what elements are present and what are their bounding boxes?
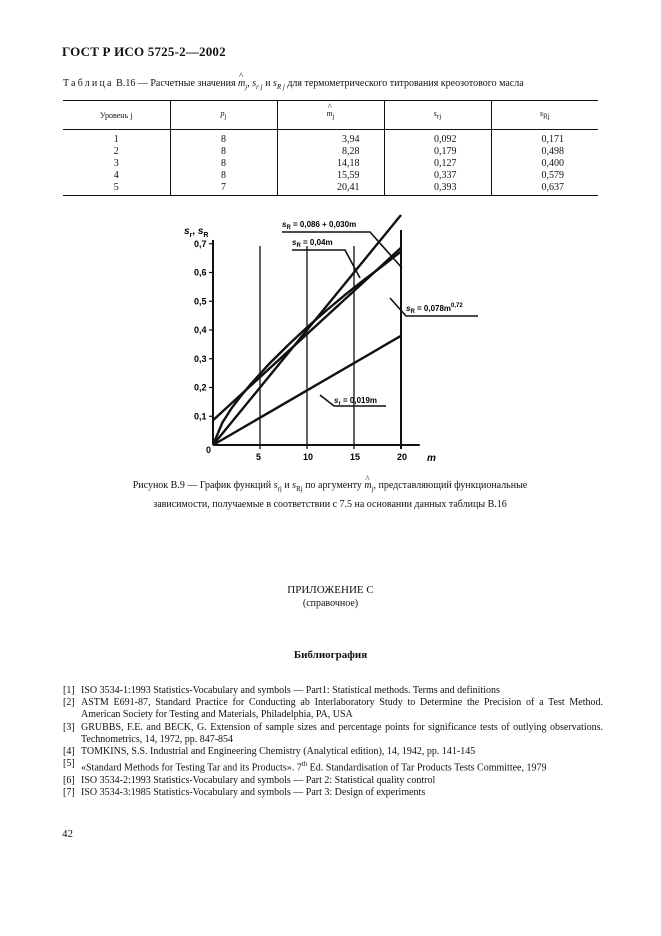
cell: 8: [170, 158, 277, 170]
chart-xlabel: m: [427, 453, 436, 464]
x-tick-label: 10: [303, 452, 314, 462]
cell: 0,179: [384, 146, 491, 158]
bibliography-list: [63, 685, 603, 799]
table-header-row: [63, 101, 598, 130]
y-tick-label: 0,2: [194, 382, 207, 393]
data-table: [63, 100, 598, 196]
cell: 8: [170, 130, 277, 147]
table-caption: Таблица В.16 — Расчетные значения ^ $m_j$, $s_{r j}$ и $s_{R j}$ для термометрического титрования креозотового масла: [63, 78, 524, 91]
header-p: $p_j$: [170, 101, 277, 130]
cell: 8,28: [277, 146, 384, 158]
cell: 7: [170, 182, 277, 196]
cell: 0,400: [491, 158, 598, 170]
figure-caption-line2: зависимости, получаемые в соответствии с 7.5 на основании данных таблицы В.16: [153, 499, 507, 510]
bibliography-item: [2] ASTM E691-87, Standard Practice for Conducting ab Interlaboratory Study to Determine the Precision of a Test Method. American Society for Testing and Materials, Philadelphia, PA, USA: [63, 697, 603, 721]
page-number: 42: [62, 828, 73, 840]
cell: 15,59: [277, 170, 384, 182]
cell: 3: [113, 158, 119, 169]
cell: 0,127: [384, 158, 491, 170]
bibliography-item: [7] ISO 3534-3:1985 Statistics-Vocabulary and symbols — Part 3: Design of experiments: [63, 786, 426, 798]
annex-subtitle: (справочное): [302, 598, 359, 609]
y-tick-label: 0,3: [194, 353, 207, 364]
x-tick-label: 5: [256, 452, 262, 462]
annotation-sr: $s_r = 0,019m$: [334, 396, 378, 407]
document-header: ГОСТ Р ИСО 5725-2—2002: [62, 44, 226, 59]
bibliography-item: [5] «Standard Methods for Testing Tar and its Products». 7th Ed. Standardisation of Tar Products Tests Committee, 1979: [63, 758, 547, 774]
chart-origin-label: 0: [206, 445, 212, 455]
header-sr: $s_{rj}$: [384, 101, 491, 130]
header-sR: $s_{Rj}$: [491, 101, 598, 130]
cell: 0,337: [384, 170, 491, 182]
caption-sR-symbol: $s_{R j}$: [272, 78, 285, 91]
figure-chart: [0, 210, 661, 472]
table-row: [63, 170, 598, 182]
y-tick-label: 0,5: [194, 296, 207, 307]
y-tick-label: 0,1: [194, 411, 207, 422]
cell: 4: [113, 170, 119, 181]
cell: 3,94: [277, 130, 384, 147]
bibliography-item: [3] GRUBBS, F.E. and BECK, G. Extension of sample sizes and percentage points for significance tests of outlying observations. Technometrics, 14, 1972, pp. 847-854: [63, 721, 603, 745]
table-caption-number: В.16 — Расчетные значения: [116, 78, 236, 89]
cell: 1: [113, 134, 119, 145]
figure-caption: [100, 478, 560, 513]
cell: 0,092: [384, 130, 491, 147]
caption-sr-symbol: $s_{r j}$: [252, 78, 263, 91]
caption-m-symbol: ^ $m_j$: [238, 78, 247, 91]
cell: 0,579: [491, 170, 598, 182]
chart-ylabel: $s_r$, $s_R$: [184, 226, 209, 239]
y-tick-label: 0,6: [194, 267, 207, 278]
table-row: [63, 182, 598, 196]
x-tick-label: 20: [397, 452, 408, 462]
cell: 8: [170, 146, 277, 158]
cell: 5: [63, 182, 170, 196]
annotation-sR-linear: $s_R = 0,086 + 0,030m$: [282, 220, 357, 231]
bibliography-item: [1] ISO 3534-1:1993 Statistics-Vocabulary and symbols — Part1: Statistical methods. Terms and definitions: [63, 685, 500, 696]
y-tick-label: 0,7: [194, 238, 207, 249]
table-row: [63, 146, 598, 158]
cell: 0,171: [491, 130, 598, 147]
bibliography-item: [6] ISO 3534-2:1993 Statistics-Vocabulary and symbols — Part 2: Statistical quality control: [63, 774, 436, 786]
cell: 20,41: [277, 182, 384, 196]
x-tick-label: 15: [350, 452, 361, 462]
header-level: Уровень j: [63, 101, 170, 130]
figure-caption-line1: Рисунок В.9 — График функций $s_{rj}$ и $s_{Rj}$ по аргументу ^ $m_j$, представляющий функциональные: [100, 478, 560, 497]
table-caption-prefix: Таблица: [63, 78, 114, 89]
table-caption-tail: для термометрического титрования креозотового масла: [287, 78, 524, 89]
cell: 14,18: [277, 158, 384, 170]
table-row: [63, 158, 598, 170]
bibliography-title: Библиография: [293, 649, 368, 661]
header-m: ^ $m_j$: [277, 101, 384, 130]
cell: 2: [113, 146, 119, 157]
bibliography-item: [4] TOMKINS, S.S. Industrial and Engineering Chemistry (Analytical edition), 14, 1942, pp. 141-145: [63, 746, 476, 758]
annex-title: ПРИЛОЖЕНИЕ С: [287, 584, 374, 596]
cell: 8: [170, 170, 277, 182]
cell: 0,393: [384, 182, 491, 196]
y-tick-label: 0,4: [194, 325, 207, 335]
table-row: [63, 130, 598, 147]
cell: 0,637: [491, 182, 598, 196]
leader-sR-proportional: [292, 250, 360, 278]
cell: 0,498: [491, 146, 598, 158]
annotation-sR-proportional: $s_R = 0,04m$: [292, 238, 333, 249]
annotation-sR-power: $s_R = 0,078m^{0,72}$: [406, 303, 463, 315]
